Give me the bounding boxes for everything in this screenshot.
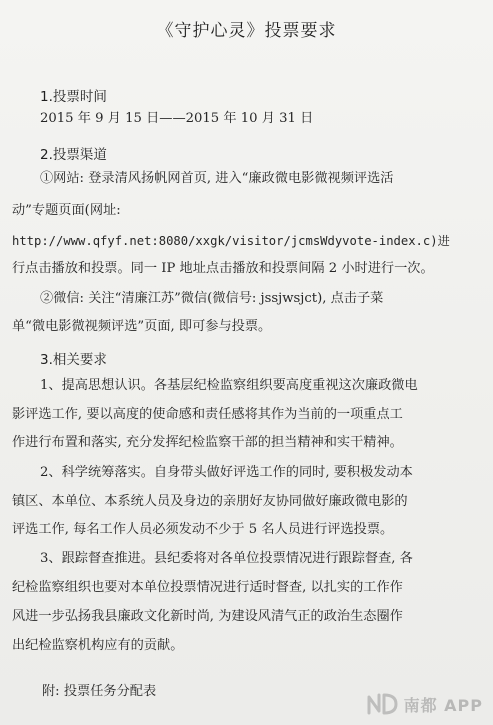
channel-website-url-line: http://www.qfyf.net:8080/xxgk/visitor/jcmsWdyvote-index.c)进 [12,234,450,248]
channel-website-line-1: ①网站: 登录清风扬帆网首页, 进入“廉政微电影微视频评选活 [40,171,394,186]
requirement-1-line-2: 影评选工作, 要以高度的使命感和责任感将其作为当前的一项重点工 [12,407,403,422]
nd-app-watermark [366,691,483,717]
section-heading-time: 1.投票时间 [40,89,107,105]
nd-logo-icon [366,691,400,717]
requirement-2-line-1: 2、科学统筹落实。自身带头做好评选工作的同时, 要积极发动本 [40,465,413,480]
requirement-3-line-1: 3、跟踪督查推进。县纪委将对各单位投票情况进行跟踪督查, 各 [40,551,413,566]
requirement-3-line-4: 出纪检监察机构应有的贡献。 [12,638,184,653]
section-heading-requirements: 3.相关要求 [40,352,107,368]
page-title: 《守护心灵》投票要求 [156,21,337,41]
requirement-3-line-3: 风进一步弘扬我县廉政文化新时尚, 为建设风清气正的政治生态圈作 [12,609,403,624]
requirement-3-line-2: 纪检监察组织也要对本单位投票情况进行适时督查, 以扎实的工作作 [12,580,403,595]
attachment-note: 附: 投票任务分配表 [42,684,157,699]
requirement-2-line-3: 评选工作, 每名工作人员必须发动不少于 5 名人员进行评选投票。 [12,522,394,537]
requirement-1-line-3: 作进行布置和落实, 充分发挥纪检监察干部的担当精神和实干精神。 [12,435,403,450]
channel-website-line-4: 行点击播放和投票。同一 IP 地址点击播放和投票间隔 2 小时进行一次。 [12,261,434,276]
watermark-text: 南都 APP [403,695,483,715]
channel-wechat-line-2: 单“微电影微视频评选”页面, 即可参与投票。 [12,319,272,334]
requirement-1-line-1: 1、提高思想认识。各基层纪检监察组织要高度重视这次廉政微电 [40,378,418,393]
channel-wechat-line-1: ②微信: 关注“清廉江苏”微信(微信号: jssjwsjct), 点击子菜 [40,291,384,306]
channel-website-line-2: 动”专题页面(网址: [12,203,121,218]
section-heading-channels: 2.投票渠道 [40,147,107,163]
vote-period: 2015 年 9 月 15 日——2015 年 10 月 31 日 [40,111,314,126]
requirement-2-line-2: 镇区、本单位、本系统人员及身边的亲朋好友协同做好廉政微电影的 [12,494,408,509]
